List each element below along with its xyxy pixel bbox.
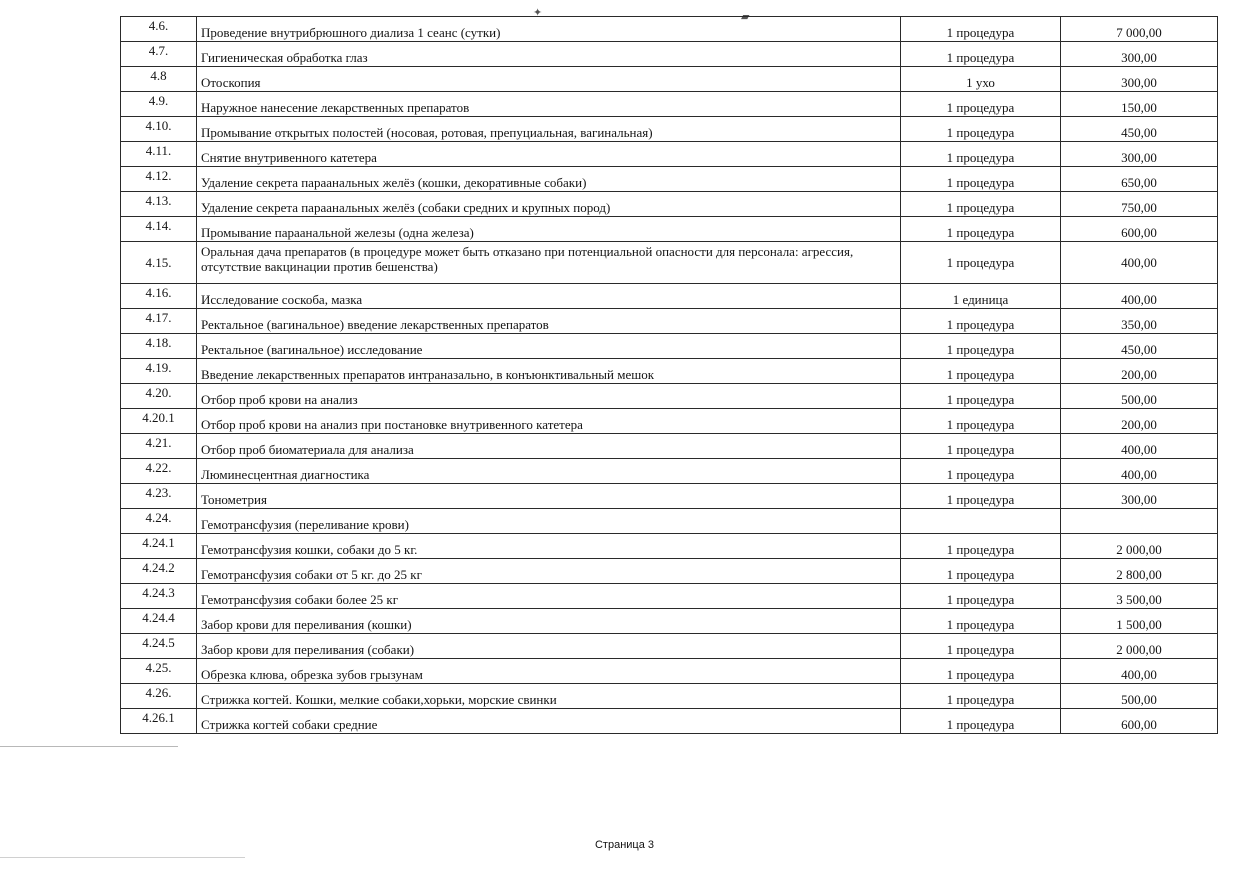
service-price: 300,00 bbox=[1061, 42, 1218, 67]
service-price: 3 500,00 bbox=[1061, 584, 1218, 609]
service-unit: 1 процедура bbox=[901, 192, 1061, 217]
service-price: 350,00 bbox=[1061, 309, 1218, 334]
service-name: Введение лекарственных препаратов интраназально, в конъюнктивальный мешок bbox=[197, 359, 901, 384]
row-number: 4.20. bbox=[121, 384, 197, 409]
table-row bbox=[121, 42, 1218, 67]
row-number: 4.10. bbox=[121, 117, 197, 142]
service-unit: 1 процедура bbox=[901, 167, 1061, 192]
service-unit: 1 процедура bbox=[901, 534, 1061, 559]
service-name: Люминесцентная диагностика bbox=[197, 459, 901, 484]
table-row bbox=[121, 559, 1218, 584]
service-name: Отоскопия bbox=[197, 67, 901, 92]
row-number: 4.21. bbox=[121, 434, 197, 459]
row-number: 4.11. bbox=[121, 142, 197, 167]
row-number: 4.17. bbox=[121, 309, 197, 334]
service-unit: 1 процедура bbox=[901, 559, 1061, 584]
service-price: 500,00 bbox=[1061, 384, 1218, 409]
service-price: 450,00 bbox=[1061, 334, 1218, 359]
service-unit: 1 процедура bbox=[901, 434, 1061, 459]
service-price: 600,00 bbox=[1061, 709, 1218, 734]
table-row bbox=[121, 584, 1218, 609]
table-row bbox=[121, 659, 1218, 684]
row-number: 4.16. bbox=[121, 284, 197, 309]
table-row bbox=[121, 359, 1218, 384]
row-number: 4.7. bbox=[121, 42, 197, 67]
service-price: 400,00 bbox=[1061, 242, 1218, 284]
service-price: 400,00 bbox=[1061, 459, 1218, 484]
row-number: 4.23. bbox=[121, 484, 197, 509]
service-price: 400,00 bbox=[1061, 434, 1218, 459]
table-row bbox=[121, 634, 1218, 659]
service-unit bbox=[901, 509, 1061, 534]
table-row bbox=[121, 192, 1218, 217]
row-number: 4.22. bbox=[121, 459, 197, 484]
service-name: Наружное нанесение лекарственных препаратов bbox=[197, 92, 901, 117]
row-number: 4.18. bbox=[121, 334, 197, 359]
row-number: 4.24.2 bbox=[121, 559, 197, 584]
service-price: 500,00 bbox=[1061, 684, 1218, 709]
table-row bbox=[121, 117, 1218, 142]
service-price: 750,00 bbox=[1061, 192, 1218, 217]
table-row bbox=[121, 92, 1218, 117]
service-unit: 1 процедура bbox=[901, 409, 1061, 434]
row-number: 4.24.5 bbox=[121, 634, 197, 659]
service-name: Удаление секрета параанальных желёз (кошки, декоративные собаки) bbox=[197, 167, 901, 192]
service-price: 200,00 bbox=[1061, 409, 1218, 434]
row-number: 4.14. bbox=[121, 217, 197, 242]
row-number: 4.26.1 bbox=[121, 709, 197, 734]
service-unit: 1 процедура bbox=[901, 709, 1061, 734]
service-price: 300,00 bbox=[1061, 142, 1218, 167]
row-number: 4.12. bbox=[121, 167, 197, 192]
footer-divider-left bbox=[0, 746, 178, 747]
service-name: Ректальное (вагинальное) исследование bbox=[197, 334, 901, 359]
service-unit: 1 процедура bbox=[901, 117, 1061, 142]
service-unit: 1 процедура bbox=[901, 217, 1061, 242]
service-unit: 1 процедура bbox=[901, 659, 1061, 684]
table-row bbox=[121, 167, 1218, 192]
service-name: Оральная дача препаратов (в процедуре может быть отказано при потенциальной опасности для персонала: агрессия, отсутствие вакцинации против бешенства) bbox=[197, 242, 901, 284]
service-name: Гемотрансфузия (переливание крови) bbox=[197, 509, 901, 534]
service-price: 200,00 bbox=[1061, 359, 1218, 384]
service-price: 2 000,00 bbox=[1061, 634, 1218, 659]
service-name: Гигиеническая обработка глаз bbox=[197, 42, 901, 67]
table-row bbox=[121, 142, 1218, 167]
table-row bbox=[121, 17, 1218, 42]
service-name: Тонометрия bbox=[197, 484, 901, 509]
service-name: Промывание открытых полостей (носовая, ротовая, препуциальная, вагинальная) bbox=[197, 117, 901, 142]
service-unit: 1 процедура bbox=[901, 334, 1061, 359]
row-number: 4.8 bbox=[121, 67, 197, 92]
service-unit: 1 процедура bbox=[901, 42, 1061, 67]
row-number: 4.15. bbox=[121, 242, 197, 284]
service-name: Удаление секрета параанальных желёз (собаки средних и крупных пород) bbox=[197, 192, 901, 217]
service-price: 650,00 bbox=[1061, 167, 1218, 192]
service-unit: 1 процедура bbox=[901, 142, 1061, 167]
row-number: 4.19. bbox=[121, 359, 197, 384]
service-name: Гемотрансфузия собаки более 25 кг bbox=[197, 584, 901, 609]
service-name: Стрижка когтей собаки средние bbox=[197, 709, 901, 734]
table-row bbox=[121, 684, 1218, 709]
service-name: Проведение внутрибрюшного диализа 1 сеанс (сутки) bbox=[197, 17, 901, 42]
service-name: Обрезка клюва, обрезка зубов грызунам bbox=[197, 659, 901, 684]
service-unit: 1 процедура bbox=[901, 584, 1061, 609]
service-name: Забор крови для переливания (кошки) bbox=[197, 609, 901, 634]
service-name: Гемотрансфузия собаки от 5 кг. до 25 кг bbox=[197, 559, 901, 584]
service-price: 400,00 bbox=[1061, 659, 1218, 684]
table-row bbox=[121, 284, 1218, 309]
service-price bbox=[1061, 509, 1218, 534]
service-unit: 1 процедура bbox=[901, 17, 1061, 42]
row-number: 4.9. bbox=[121, 92, 197, 117]
table-row bbox=[121, 217, 1218, 242]
service-unit: 1 процедура bbox=[901, 309, 1061, 334]
service-name: Ректальное (вагинальное) введение лекарственных препаратов bbox=[197, 309, 901, 334]
service-unit: 1 ухо bbox=[901, 67, 1061, 92]
table-row bbox=[121, 242, 1218, 284]
service-name: Отбор проб крови на анализ bbox=[197, 384, 901, 409]
service-price: 300,00 bbox=[1061, 484, 1218, 509]
row-number: 4.24.1 bbox=[121, 534, 197, 559]
service-price: 1 500,00 bbox=[1061, 609, 1218, 634]
service-unit: 1 процедура bbox=[901, 684, 1061, 709]
service-name: Гемотрансфузия кошки, собаки до 5 кг. bbox=[197, 534, 901, 559]
row-number: 4.6. bbox=[121, 17, 197, 42]
row-number: 4.25. bbox=[121, 659, 197, 684]
table-row bbox=[121, 484, 1218, 509]
table-row bbox=[121, 509, 1218, 534]
service-price: 2 800,00 bbox=[1061, 559, 1218, 584]
table-row bbox=[121, 534, 1218, 559]
table-row bbox=[121, 609, 1218, 634]
service-unit: 1 процедура bbox=[901, 359, 1061, 384]
table-row bbox=[121, 384, 1218, 409]
service-unit: 1 процедура bbox=[901, 384, 1061, 409]
scan-artifact-mark: ▰ bbox=[741, 10, 750, 23]
service-price: 600,00 bbox=[1061, 217, 1218, 242]
service-unit: 1 процедура bbox=[901, 634, 1061, 659]
service-price: 450,00 bbox=[1061, 117, 1218, 142]
service-unit: 1 процедура bbox=[901, 92, 1061, 117]
price-table bbox=[120, 16, 1218, 734]
service-name: Стрижка когтей. Кошки, мелкие собаки,хорьки, морские свинки bbox=[197, 684, 901, 709]
table-row bbox=[121, 309, 1218, 334]
row-number: 4.24.4 bbox=[121, 609, 197, 634]
service-name: Снятие внутривенного катетера bbox=[197, 142, 901, 167]
service-name: Отбор проб биоматериала для анализа bbox=[197, 434, 901, 459]
row-number: 4.24. bbox=[121, 509, 197, 534]
service-price: 150,00 bbox=[1061, 92, 1218, 117]
row-number: 4.13. bbox=[121, 192, 197, 217]
scan-artifact-mark: ✦ bbox=[533, 6, 543, 19]
service-name: Забор крови для переливания (собаки) bbox=[197, 634, 901, 659]
service-name: Отбор проб крови на анализ при постановке внутривенного катетера bbox=[197, 409, 901, 434]
service-price: 2 000,00 bbox=[1061, 534, 1218, 559]
service-unit: 1 единица bbox=[901, 284, 1061, 309]
service-price: 400,00 bbox=[1061, 284, 1218, 309]
page-number: Страница 3 bbox=[594, 839, 655, 851]
table-row bbox=[121, 434, 1218, 459]
row-number: 4.26. bbox=[121, 684, 197, 709]
table-row bbox=[121, 709, 1218, 734]
table-row bbox=[121, 67, 1218, 92]
service-unit: 1 процедура bbox=[901, 609, 1061, 634]
table-row bbox=[121, 409, 1218, 434]
table-row bbox=[121, 459, 1218, 484]
service-name: Исследование соскоба, мазка bbox=[197, 284, 901, 309]
table-row bbox=[121, 334, 1218, 359]
footer-divider-bottom bbox=[0, 857, 245, 858]
service-price: 300,00 bbox=[1061, 67, 1218, 92]
service-unit: 1 процедура bbox=[901, 459, 1061, 484]
row-number: 4.24.3 bbox=[121, 584, 197, 609]
row-number: 4.20.1 bbox=[121, 409, 197, 434]
service-name: Промывание параанальной железы (одна железа) bbox=[197, 217, 901, 242]
service-unit: 1 процедура bbox=[901, 242, 1061, 284]
service-price: 7 000,00 bbox=[1061, 17, 1218, 42]
service-unit: 1 процедура bbox=[901, 484, 1061, 509]
